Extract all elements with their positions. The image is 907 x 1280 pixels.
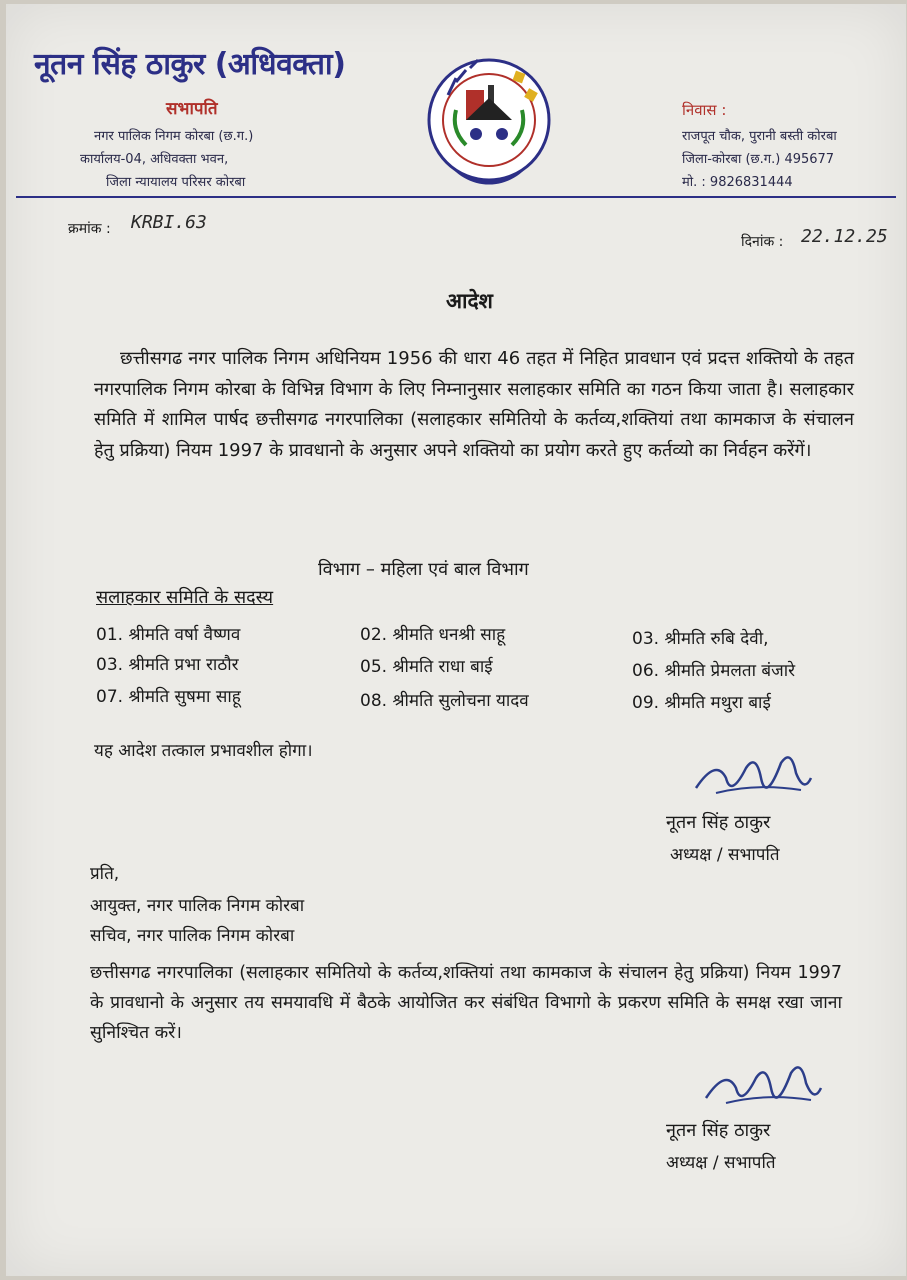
recipient-line: सचिव, नगर पालिक निगम कोरबा <box>90 926 295 946</box>
date-value: 22.12.25 <box>801 226 888 247</box>
member-item: 06. श्रीमति प्रेमलता बंजारे <box>632 661 796 681</box>
member-item: 05. श्रीमति राधा बाई <box>360 657 493 677</box>
right-address-line-1: राजपूत चौक, पुरानी बस्ती कोरबा <box>682 129 837 144</box>
instruction-paragraph: छत्तीसगढ नगरपालिका (सलाहकार समितियो के कर्तव्य,शक्तियां तथा कामकाज के संचालन हेतु प्रक्रिया) नियम 1997 के प्रावधानो के अनुसार तय समयावधि में बैठके आयोजित कर संबंधित विभागो के प्रकरण समिति के समक्ष रखा जाना सुनिश्चित करें। <box>90 963 842 1043</box>
right-address-line-2: जिला-कोरबा (छ.ग.) 495677 <box>682 152 835 167</box>
municipal-seal-logo <box>426 50 552 192</box>
letterhead-role: सभापति <box>166 99 218 119</box>
left-address-line-2: कार्यालय-04, अधिवक्ता भवन, <box>80 152 229 167</box>
signature-1 <box>686 748 816 810</box>
header-rule <box>16 196 896 198</box>
effect-line: यह आदेश तत्काल प्रभावशील होगा। <box>94 741 313 761</box>
member-item: 09. श्रीमति मथुरा बाई <box>632 693 771 713</box>
order-title: आदेश <box>446 289 493 313</box>
signatory-name: नूतन सिंह ठाकुर <box>666 1120 771 1141</box>
member-item: 01. श्रीमति वर्षा वैष्णव <box>96 625 241 645</box>
letterhead-name: नूतन सिंह ठाकुर (अधिवक्ता) <box>34 47 346 82</box>
member-item: 02. श्रीमति धनश्री साहू <box>360 625 506 645</box>
signatory-name: नूतन सिंह ठाकुर <box>666 812 771 833</box>
member-item: 07. श्रीमति सुषमा साहू <box>96 687 241 707</box>
member-item: 08. श्रीमति सुलोचना यादव <box>360 691 529 711</box>
left-address-line-1: नगर पालिक निगम कोरबा (छ.ग.) <box>94 129 254 144</box>
member-item: 03. श्रीमति प्रभा राठौर <box>96 655 239 675</box>
letter-sheet <box>6 4 906 1276</box>
department-heading: विभाग – महिला एवं बाल विभाग <box>318 559 529 580</box>
member-item: 03. श्रीमति रुबि देवी, <box>632 629 769 649</box>
signatory-role: अध्यक्ष / सभापति <box>670 845 780 865</box>
signature-2 <box>696 1058 826 1120</box>
right-address-line-3: मो. : 9826831444 <box>682 175 793 190</box>
left-address-line-3: जिला न्यायालय परिसर कोरबा <box>106 175 246 190</box>
members-heading: सलाहकार समिति के सदस्य <box>96 587 274 608</box>
reference-label: क्रमांक : <box>68 221 111 237</box>
reference-number: KRBI.63 <box>131 212 207 233</box>
date-label: दिनांक : <box>741 234 784 250</box>
order-paragraph: छत्तीसगढ नगर पालिक निगम अधिनियम 1956 की धारा 46 तहत में निहित प्रावधान एवं प्रदत्त शक्तियो के तहत नगरपालिक निगम कोरबा के विभिन्न विभाग के लिए निम्नानुसार सलाहकार समिति का गठन किया जाता है। सलाहकार समिति में शामिल पार्षद छत्तीसगढ नगरपालिका (सलाहकार समितियो के कर्तव्य,शक्तियां तथा कामकाज के संचालन हेतु प्रक्रिया) नियम 1997 के प्रावधानो के अनुसार अपने शक्तियो का प्रयोग करते हुए कर्तव्यो का निर्वहन करेंगें। <box>94 348 854 461</box>
residence-label: निवास : <box>682 101 727 119</box>
recipient-line: आयुक्त, नगर पालिक निगम कोरबा <box>90 896 305 916</box>
signatory-role: अध्यक्ष / सभापति <box>666 1153 776 1173</box>
recipients-label: प्रति, <box>90 864 120 884</box>
